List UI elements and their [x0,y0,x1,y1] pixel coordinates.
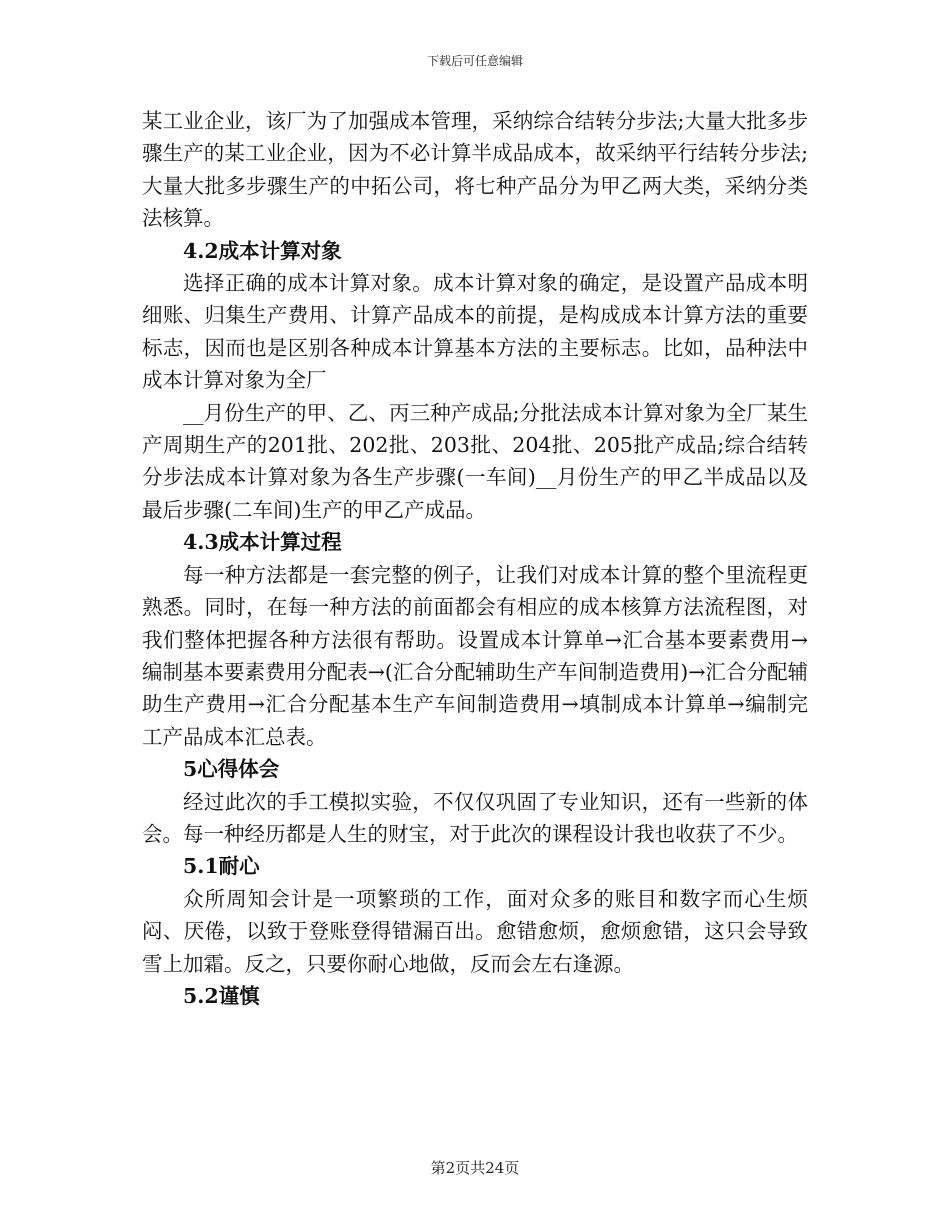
section-heading-5-2: 5.2谨慎 [183,983,260,1008]
paragraph-continued: 某工业企业，该厂为了加强成本管理，采纳综合结转分步法;大量大批多步骤生产的某工业企业，因为不必计算半成品成本，故采纳平行结转分步法;大量大批多步骤生产的中拓公司，将七种产品分为甲乙两大类，采纳分类法核算。 [142,109,808,231]
page-footer: 第2页共24页 [430,1159,520,1177]
paragraph: 众所周知会计是一项繁琐的工作，面对众多的账目和数字而心生烦闷、厌倦，以致于登账登得错漏百出。愈错愈烦，愈烦愈错，这只会导致雪上加霜。反之，只要你耐心地做，反而会左右逢源。 [142,886,808,976]
section-heading-5-1: 5.1耐心 [183,854,260,879]
paragraph: 选择正确的成本计算对象。成本计算对象的确定，是设置产品成本明细账、归集生产费用、计算产品成本的前提，是构成成本计算方法的重要标志，因而也是区别各种成本计算基本方法的主要标志。比如，品种法中成本计算对象为全厂 [142,271,808,393]
paragraph: 每一种方法都是一套完整的例子，让我们对成本计算的整个里流程更熟悉。同时，在每一种方法的前面都会有相应的成本核算方法流程图，对我们整体把握各种方法很有帮助。设置成本计算单→汇合基本要素费用→编制基本要素费用分配表→(汇合分配辅助生产车间制造费用)→汇合分配辅助生产费用→汇合分配基本生产车间制造费用→填制成本计算单→编制完工产品成本汇总表。 [142,562,808,749]
paragraph: __月份生产的甲、乙、丙三种产成品;分批法成本计算对象为全厂某生产周期生产的201批、202批、203批、204批、205批产成品;综合结转分步法成本计算对象为各生产步骤(一车间)__月份生产的甲乙半成品以及最后步骤(二车间)生产的甲乙产成品。 [142,400,808,522]
document-body [142,105,808,1012]
section-heading-4-2: 4.2成本计算对象 [183,238,342,263]
section-heading-4-3: 4.3成本计算过程 [183,530,342,555]
section-heading-5: 5心得体会 [183,757,280,782]
paragraph: 经过此次的手工模拟实验，不仅仅巩固了专业知识，还有一些新的体会。每一种经历都是人生的财宝，对于此次的课程设计我也收获了不少。 [142,789,808,846]
page-header: 下载后可任意编辑 [426,54,523,68]
